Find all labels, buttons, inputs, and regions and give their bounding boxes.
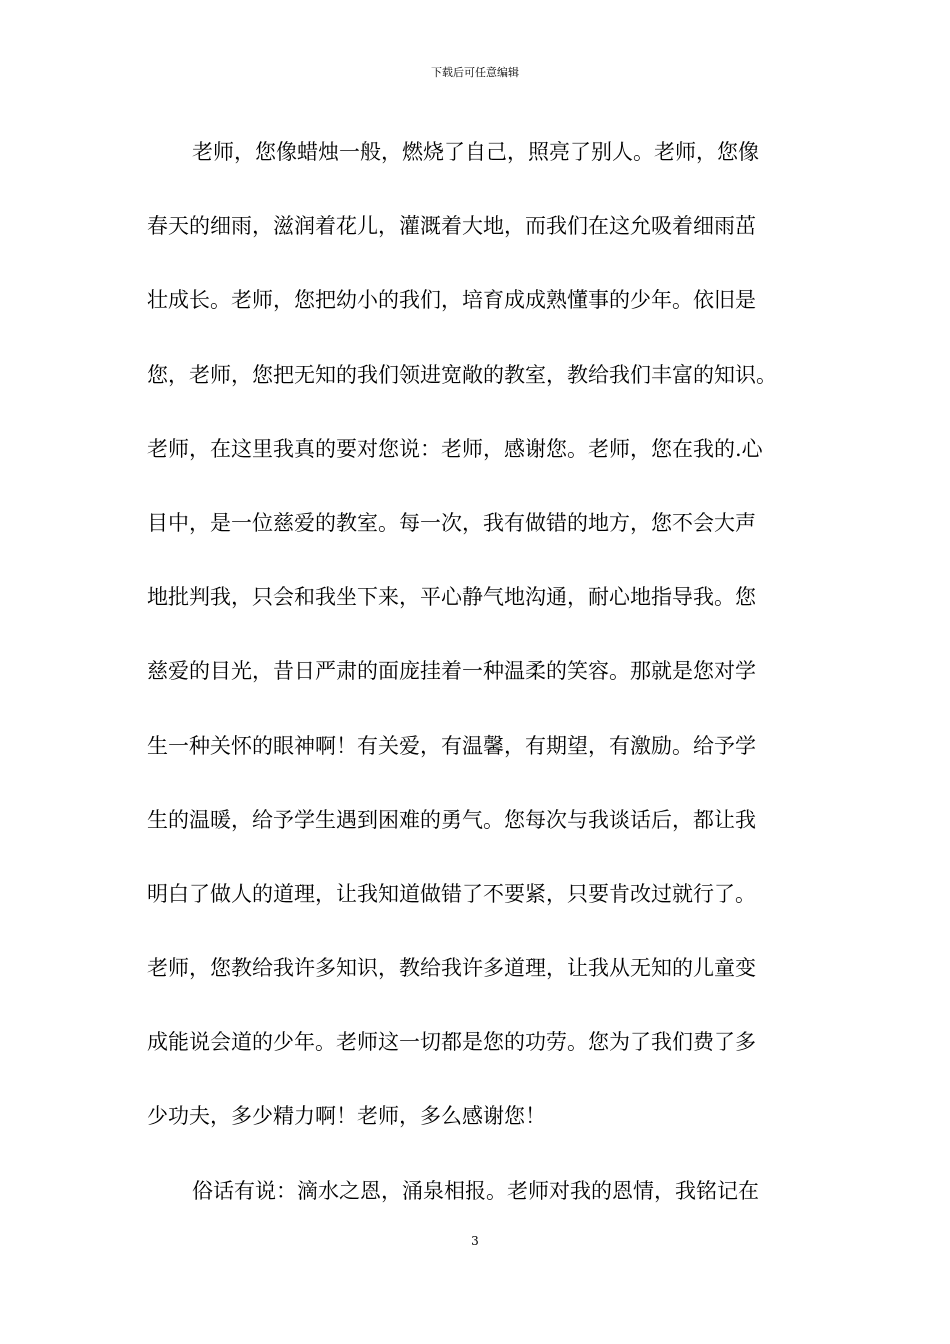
paragraph-line: 壮成长。老师，您把幼小的我们，培育成成熟懂事的少年。依旧是	[147, 288, 756, 313]
paragraph-line: 成能说会道的少年。老师这一切都是您的功劳。您为了我们费了多	[147, 1030, 756, 1055]
document-body	[147, 130, 817, 1243]
paragraph-line: 目中，是一位慈爱的教室。每一次，我有做错的地方，您不会大声	[147, 510, 756, 535]
page-number: 3	[471, 1234, 479, 1248]
paragraph-line: 慈爱的目光，昔日严肃的面庞挂着一种温柔的笑容。那就是您对学	[147, 659, 756, 684]
paragraph-line: 老师，您像蜡烛一般，燃烧了自己，照亮了别人。老师，您像	[192, 140, 759, 164]
paragraph-line: 生一种关怀的眼神啊！有关爱，有温馨，有期望，有激励。给予学	[147, 733, 756, 758]
paragraph-line: 老师，在这里我真的要对您说：老师，感谢您。老师，您在我的.心	[147, 436, 763, 461]
page-header: 下载后可任意编辑	[431, 66, 519, 79]
paragraph-line: 俗话有说：滴水之恩，涌泉相报。老师对我的恩情，我铭记在	[192, 1178, 759, 1203]
paragraph-line: 老师，您教给我许多知识，教给我许多道理，让我从无知的儿童变	[147, 956, 756, 981]
paragraph-line: 您，老师，您把无知的我们领进宽敞的教室，教给我们丰富的知识。	[147, 362, 777, 387]
paragraph-line: 明白了做人的道理，让我知道做错了不要紧，只要肯改过就行了。	[147, 881, 756, 906]
paragraph-line: 春天的细雨，滋润着花儿，灌溉着大地，而我们在这允吸着细雨茁	[147, 214, 756, 239]
paragraph-line: 地批判我，只会和我坐下来，平心静气地沟通，耐心地指导我。您	[147, 585, 756, 610]
paragraph-line: 生的温暖，给予学生遇到困难的勇气。您每次与我谈话后，都让我	[147, 807, 756, 832]
paragraph-line: 少功夫，多少精力啊！老师，多么感谢您！	[147, 1104, 546, 1129]
